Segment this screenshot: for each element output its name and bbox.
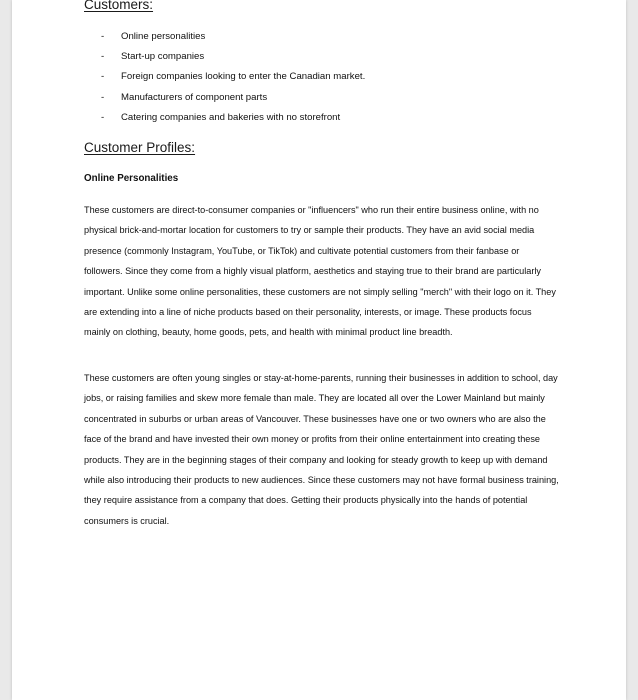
bullet-dash: - — [101, 51, 105, 62]
list-item: - Start-up companies — [101, 51, 205, 62]
customer-profiles-heading: Customer Profiles: — [84, 140, 196, 155]
list-item: - Manufacturers of component parts — [101, 92, 268, 103]
list-item: - Catering companies and bakeries with no storefront — [101, 112, 341, 123]
online-personalities-title: Online Personalities — [84, 173, 179, 184]
bullet-dash: - — [101, 71, 105, 82]
customers-heading: Customers: — [84, 0, 154, 12]
bullet-dash: - — [101, 112, 105, 123]
list-item: - Foreign companies looking to enter the Canadian market. — [101, 71, 366, 82]
paragraph-2: These customers are often young singles or stay-at-home-parents, running their businesses in addition to school, day jobs, or raising families and skew more female than male. They are located all over the Lower Mainland but mainly concentrated in suburbs or urban areas of Vancouver. These businesses have one or two owners who are also the face of the brand and have invested their own money or profits from their online entertainment into creating these products. They are in the beginning stages of their company and looking for steady growth to keep up with demand while also introducing their products to new audiences. Since these customers may not have formal business training, they require assistance from a company that does. Getting their products physically into the hands of potential consumers is crucial. — [84, 373, 559, 526]
bullet-dash: - — [101, 31, 105, 42]
list-item: - Online personalities — [101, 31, 206, 42]
bullet-dash: - — [101, 92, 105, 103]
paragraph-1: These customers are direct-to-consumer companies or "influencers" who run their entire business online, with no physical brick-and-mortar location for customers to try or sample their products. They have an avid social media presence (commonly Instagram, YouTube, or TikTok) and cultivate potential customers from their fanbase or followers. Since they come from a highly visual platform, aesthetics and staying true to their brand are particularly important. Unlike some online personalities, these customers are not simply selling "merch" with their logo on it. They are extending into a line of niche products based on their personality, interests, or image. These products focus mainly on clothing, beauty, home goods, pets, and health with minimal product line breadth. — [84, 205, 556, 338]
document-page — [12, 0, 626, 700]
